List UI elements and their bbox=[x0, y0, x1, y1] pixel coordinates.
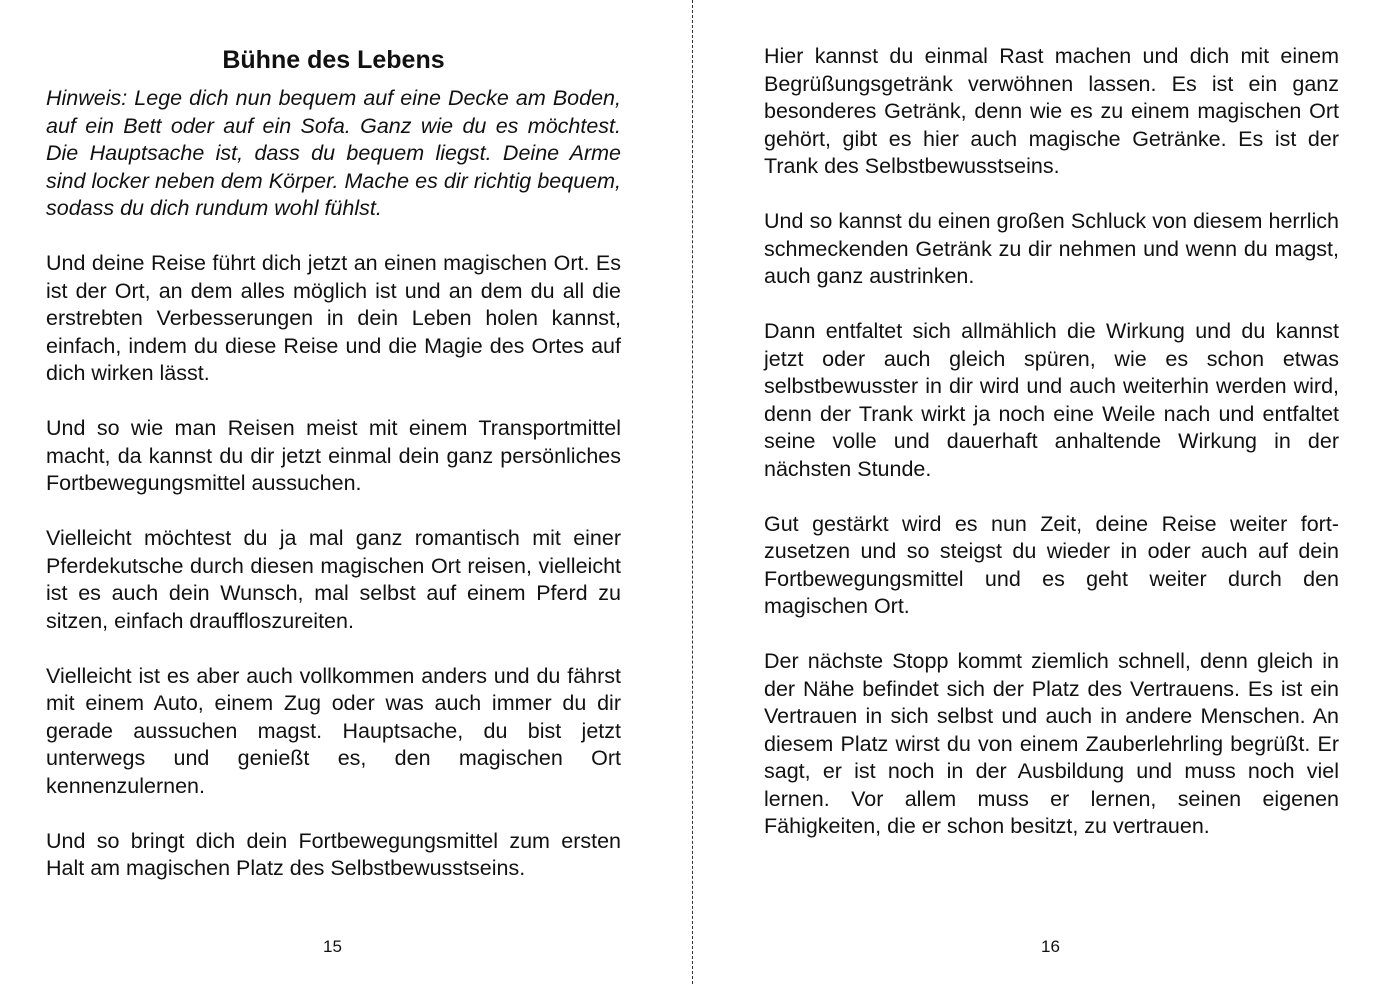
body-paragraph: Dann entfaltet sich allmählich die Wirkung und du kannst jetzt oder auch gleich spüren, wie es schon etwas selbstbewusster in dir wird und auch weiterhin werden wird, denn der Trank wirkt ja noch eine Weile nach und entfaltet seine volle und dauerhaft anhaltende Wirkung in der nächsten Stunde. bbox=[764, 319, 1339, 481]
left-page bbox=[46, 0, 621, 984]
body-paragraph: Hier kannst du einmal Rast machen und dich mit einem Begrüßungsgetränk verwöhnen lassen. Es ist ein ganz besonderes Getränk, denn wie es zu einem magischen Ort gehört, gibt es hier auch magische Getränke. Es ist der Trank des Selbstbewusstseins. bbox=[764, 44, 1339, 178]
right-page bbox=[764, 0, 1339, 984]
page-number: 16 bbox=[1041, 937, 1060, 956]
left-page-body bbox=[46, 77, 621, 883]
page-number: 15 bbox=[323, 937, 342, 956]
hint-paragraph: Hinweis: Lege dich nun bequem auf eine Decke am Boden, auf ein Bett oder auf ein Sofa. Ganz wie du es möchtest. Die Hauptsache ist, dass du bequem liegst. Deine Arme sind locker neben dem Körper. Mache es dir richtig bequem, sodass du dich rundum wohl fühlst. bbox=[46, 86, 621, 220]
body-paragraph: Und so kannst du einen großen Schluck von diesem herrlich schmeckenden Getränk zu dir nehmen und wenn du magst, auch ganz austrinken. bbox=[764, 209, 1339, 288]
body-paragraph: Und deine Reise führt dich jetzt an einen magischen Ort. Es ist der Ort, an dem alles möglich ist und an dem du all die erstrebten Verbesserungen in dein Leben holen kannst, einfach, indem du diese Reise und die Magie des Ortes auf dich wirken lässt. bbox=[46, 251, 621, 385]
body-paragraph: Vielleicht möchtest du ja mal ganz romantisch mit einer Pferdekutsche durch diesen magischen Ort reisen, vielleicht ist es auch dein Wunsch, mal selbst auf einem Pferd zu sitzen, einfach drauffloszureiten. bbox=[46, 526, 621, 633]
body-paragraph: Und so wie man Reisen meist mit einem Transportmittel macht, da kannst du dir jetzt einmal dein ganz persönliches Fortbewegungsmittel aussuchen. bbox=[46, 416, 621, 495]
body-paragraph: Gut gestärkt wird es nun Zeit, deine Reise weiter fortzusetzen und so steigst du wieder in oder auch auf dein Fortbewegungsmittel und es geht weiter durch den magischen Ort. bbox=[764, 511, 1339, 618]
body-paragraph: Und so bringt dich dein Fortbewegungsmittel zum ersten Halt am magischen Platz des Selbstbewusstseins. bbox=[46, 828, 621, 880]
right-page-body bbox=[764, 0, 1339, 841]
body-paragraph: Vielleicht ist es aber auch vollkommen anders und du fährst mit einem Auto, einem Zug oder was auch immer du dir gerade aussuchen magst. Hauptsache, du bist jetzt unterwegs und genießt es, den magischen Ort kennenzulernen. bbox=[46, 663, 621, 798]
chapter-title: Bühne des Lebens bbox=[222, 46, 445, 74]
page-fold-divider bbox=[692, 0, 693, 984]
body-paragraph: Der nächste Stopp kommt ziemlich schnell, denn gleich in der Nähe befindet sich der Platz des Vertrauens. Es ist ein Vertrauen in sich selbst und auch in andere Menschen. An diesem Platz wirst du von einem Zauberlehrling begrüßt. Er sagt, er ist noch in der Ausbildung und muss noch viel lernen. Vor allem muss er lernen, seinen eigenen Fähigkeiten, die er schon besitzt, zu vertrauen. bbox=[764, 649, 1339, 838]
